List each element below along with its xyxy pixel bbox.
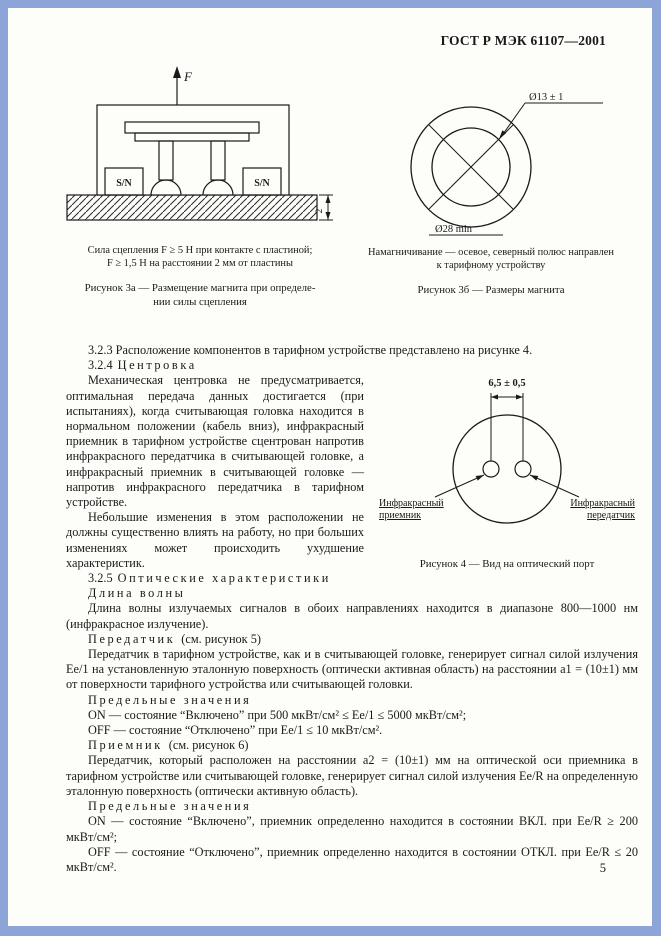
distance-dim-label: 6,5 ± 0,5 [488,378,526,390]
subclause-title: Передатчик [88,631,176,646]
document-header: ГОСТ Р МЭК 61107—2001 [440,33,606,48]
figure-3a [54,65,346,309]
heading-receiver [66,738,638,753]
clause-number: 3.2.5 [88,571,113,586]
receiver-label-line1: Инфракрасный [379,498,444,510]
subclause-title: Предельные значения [88,692,252,707]
leader-arrow-left [476,475,484,481]
figure-3a-note [54,244,346,270]
paragraph-centering-1: Механическая центровка не предусматривается, оптимальная передача данных достигается (при испытаниях), когда считывающая головка находится в нормальном положении (кабель вниз), инфракрасный приемник в тарифном устройстве сцентрован напротив инфракрасного передатчика в считывающей головке, а инфракрасный приемник в считывающей головке — напротив инфракрасного передатчика в тарифном устройстве. [66,373,364,510]
figure-3b-drawing [373,87,609,239]
document-page [8,8,652,926]
clause-title: Оптические характеристики [117,571,331,586]
figure-3b [350,65,632,309]
plate-thickness-label: 2 [315,208,325,214]
figures-row [8,65,652,309]
figure-3a-drawing [65,65,335,237]
figure-3b-note [350,246,632,272]
limit-off-1: OFF — состояние “Отключено” при Ee/1 ≤ 10 мкВт/см². [88,723,383,738]
magnet-label-left: S/N [116,178,132,189]
figure-4 [376,375,638,571]
heading-3-2-4 [66,358,638,373]
paragraph-3-2-3: 3.2.3 Расположение компонентов в тарифном устройстве представлено на рисунке 4. [88,343,533,357]
transmitter-window [515,461,531,477]
figure-reference: (см. рисунок 5) [181,631,261,646]
limit-on-1: ON — состояние “Включено” при 500 мкВт/см² ≤ Ee/1 ≤ 5000 мкВт/см²; [88,707,467,722]
force-arrowhead [173,66,181,78]
figure-3b-caption: Рисунок 3б — Размеры магнита [417,284,565,296]
transmitter-label-line2: передатчик [587,510,635,522]
heading-limits-1 [66,693,638,708]
note-line: к тарифному устройству [436,260,546,271]
paragraph-receiver: Передатчик, который расположен на расстоянии a2 = (10±1) мм на оптической оси приемника в тарифном устройстве или считывающей головке, генерирует сигнал силой излучения Ee/R на определенную эталонную поверхность (оптически активную область). [66,753,638,798]
receiver-window [483,461,499,477]
dim-arrow-right [516,395,523,400]
outer-diameter-label: Ø28 min [435,224,473,235]
force-label: F [184,69,192,84]
heading-wavelength [66,586,638,601]
page-number: 5 [599,861,606,875]
subclause-title: Длина волны [88,586,186,601]
caption-line: нии силы сцепления [153,295,247,308]
heading-limits-2 [66,799,638,814]
arrowheads [476,395,539,481]
figure-4-drawing [377,375,637,549]
note-line: Намагничивание — осевое, северный полюс направлен [368,247,614,258]
limit-off-2: OFF — состояние “Отключено”, приемник определенно находится в состоянии ОТКЛ. при Ee/R ≤ 20 мкВт/см². [66,844,638,874]
dim-arrowhead-top [326,195,331,203]
optical-port-view [435,393,579,523]
magnet-dimensions [411,103,603,235]
steel-plate [67,195,317,220]
paragraph-centering-2: Небольшие изменения в этом расположении не должны существенно влиять на работу, но при больших изменениях может происходить ухудшение характеристик. [66,510,364,570]
magnet-label-right: S/N [254,178,270,189]
subclause-title: Приемник [88,738,163,753]
limit-on-2: ON — состояние “Включено”, приемник определенно находится в состоянии ВКЛ. при Ee/R ≥ 200 мкВт/см²; [66,814,638,844]
leader-arrow-right [530,475,538,481]
dim-arrowhead-bottom [326,212,331,220]
figure-4-caption: Рисунок 4 — Вид на оптический порт [419,557,595,570]
figure-3a-caption [54,282,346,309]
paragraph-transmitter: Передатчик в тарифном устройстве, как и в считывающей головке, генерирует сигнал силой излучения Ee/1 на установленную эталонную поверхность (оптически активная область) на расстоянии a1 = (10±1) мм от поверхности тарифного устройства или считывающей головки. [66,647,638,692]
dim-arrow-left [491,395,498,400]
paragraph-wavelength: Длина волны излучаемых сигналов в обоих направлениях находится в диапазоне 800—1000 нм (инфракрасное излучение). [66,601,638,631]
magnet-test-assembly [67,73,333,220]
subclause-title: Предельные значения [88,799,252,814]
leader-line [501,103,525,137]
note-line: Сила сцепления F ≥ 5 Н при контакте с пластиной; [87,245,313,256]
clause-title: Центровка [117,358,197,373]
caption-line: Рисунок 3а — Размещение магнита при определе- [84,282,316,294]
port-circle [453,415,561,523]
note-line: F ≥ 1,5 Н на расстоянии 2 мм от пластины [107,258,293,269]
figure-reference: (см. рисунок 6) [168,738,249,753]
transmitter-label-line1: Инфракрасный [570,498,635,510]
receiver-label-line2: приемник [379,510,422,522]
clause-number: 3.2.4 [88,358,113,373]
heading-3-2-5 [66,571,638,586]
heading-transmitter [66,632,638,647]
inner-diameter-label: Ø13 ± 1 [529,92,564,103]
body-text [8,343,652,875]
